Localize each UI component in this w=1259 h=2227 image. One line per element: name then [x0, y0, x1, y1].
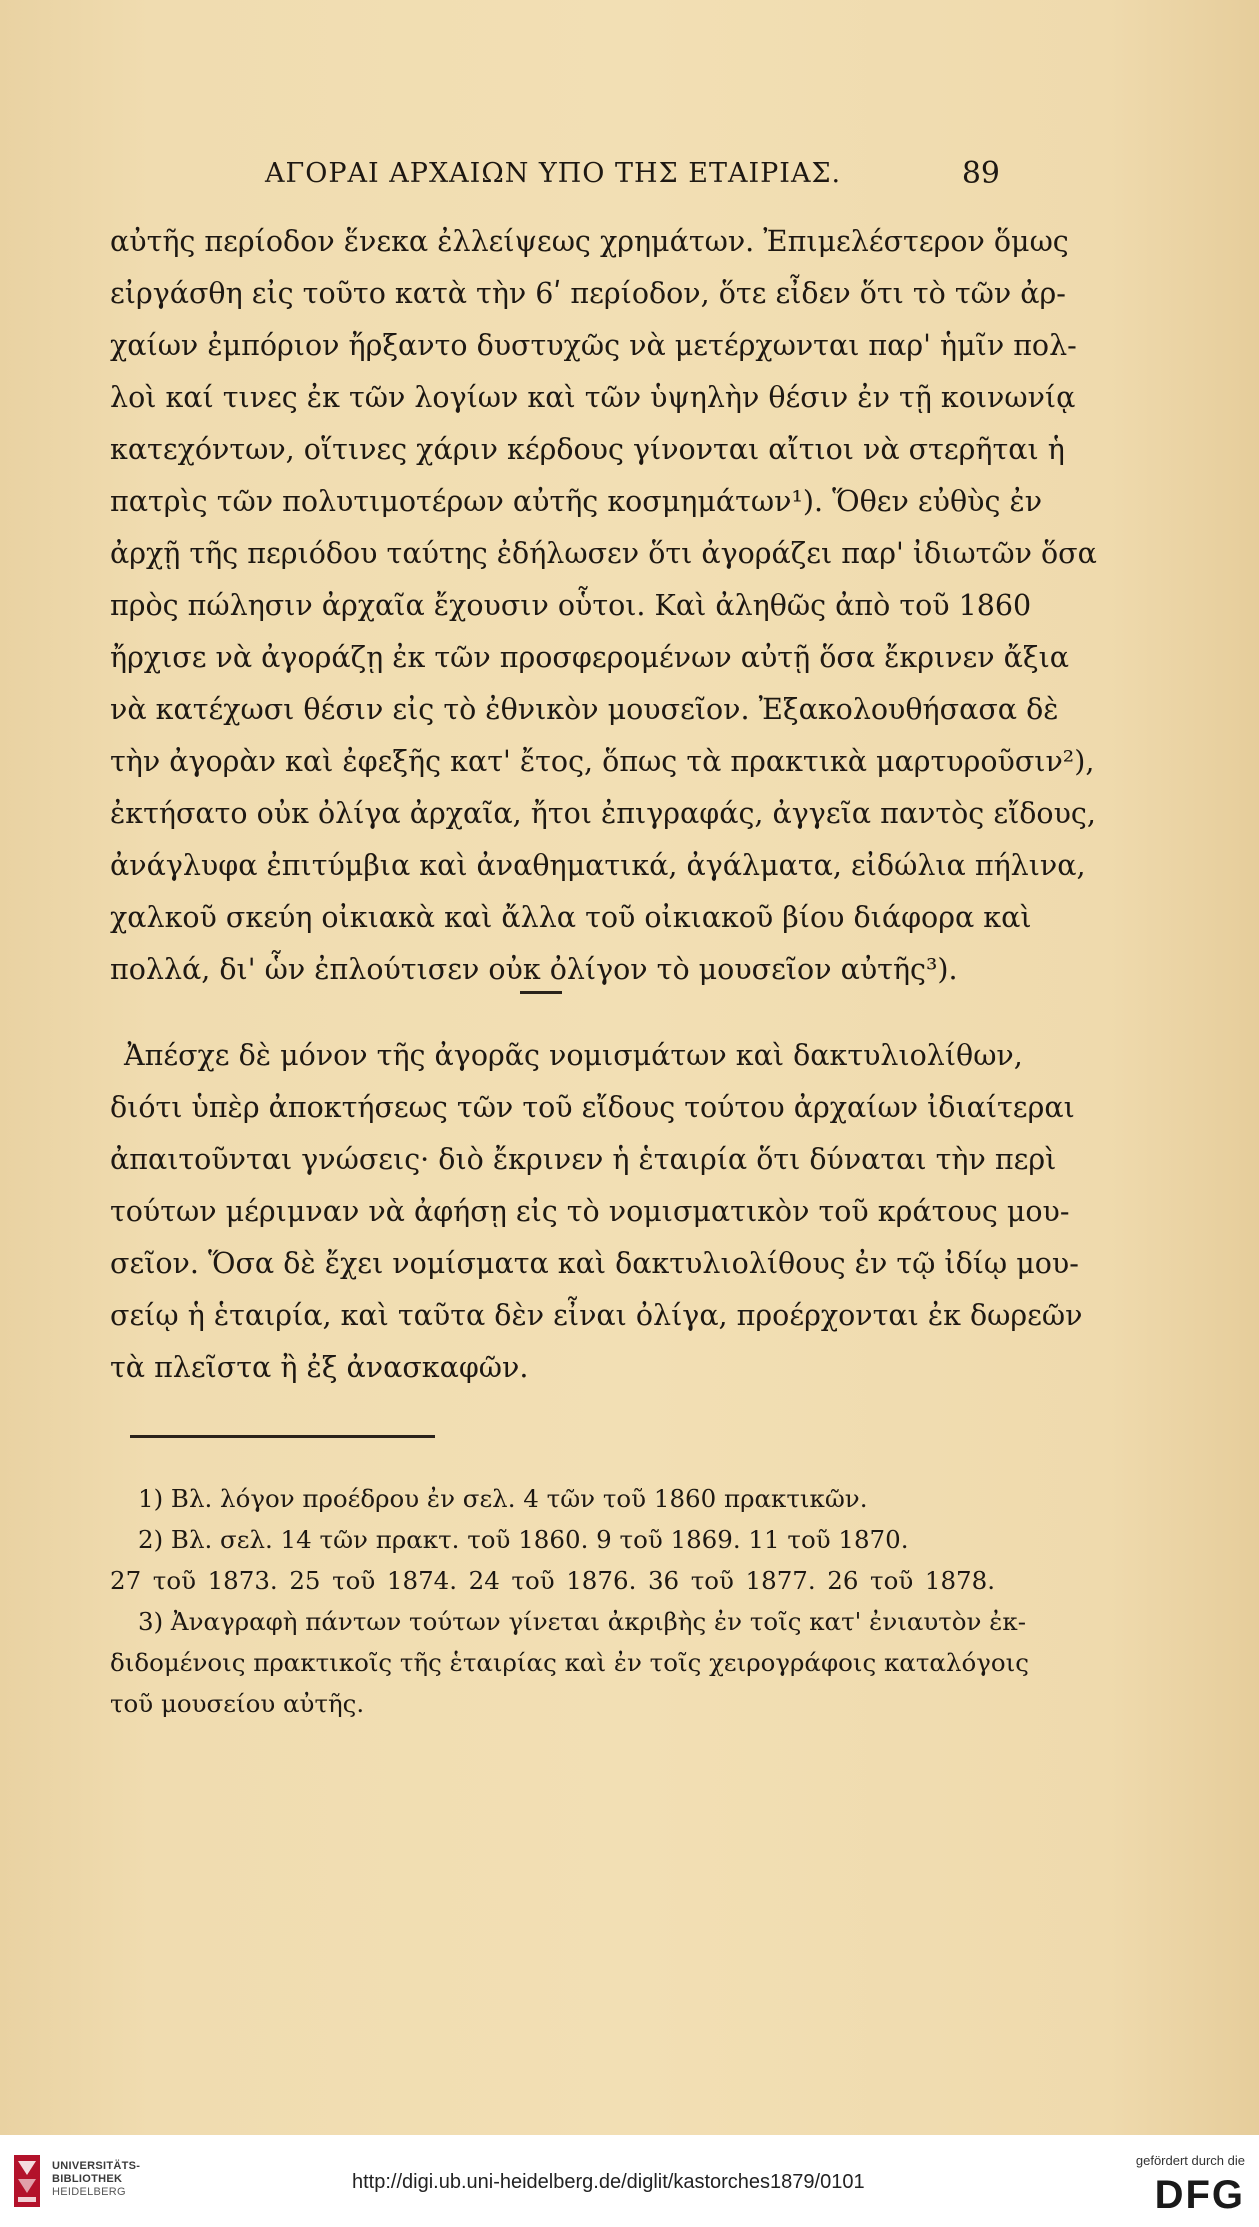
running-title: ΑΓΟΡΑΙ ΑΡΧΑΙΩΝ ΥΠΟ ΤΗΣ ΕΤΑΙΡΙΑΣ.	[265, 158, 842, 189]
text-line: ἀρχῇ τῆς περιόδου ταύτης ἐδήλωσεν ὅτι ἀγοράζει παρ' ἰδιωτῶν ὅσα	[110, 537, 1097, 570]
text-line: ἤρχισε νὰ ἀγοράζῃ ἐκ τῶν προσφερομένων αὐτῇ ὅσα ἔκρινεν ἄξια	[110, 641, 1069, 674]
library-name	[52, 2160, 140, 2199]
library-name-line: UNIVERSITÄTS-	[52, 2160, 141, 2172]
text-line: πατρὶς τῶν πολυτιμοτέρων αὐτῆς κοσμημάτων¹). Ὅθεν εὐθὺς ἐν	[110, 485, 1043, 518]
footnote-divider	[130, 1435, 435, 1438]
library-name-line: HEIDELBERG	[52, 2186, 126, 2198]
text-line: πρὸς πώλησιν ἀρχαῖα ἔχουσιν οὗτοι. Καὶ ἀληθῶς ἀπὸ τοῦ 1860	[110, 589, 1032, 622]
text-line: πολλά, δι' ὧν ἐπλούτισεν οὐκ ὀλίγον τὸ μουσεῖον αὐτῆς³).	[110, 953, 958, 986]
running-head	[110, 158, 1000, 202]
text-line: Ἀπέσχε δὲ μόνον τῆς ἀγορᾶς νομισμάτων καὶ δακτυλιολίθων,	[124, 1039, 1023, 1072]
footnote-3-continued: διδομένοις πρακτικοῖς τῆς ἑταιρίας καὶ ἐν τοῖς χειρογράφοις καταλόγοις	[110, 1648, 1029, 1677]
text-line: λοὶ καί τινες ἐκ τῶν λογίων καὶ τῶν ὑψηλὴν θέσιν ἐν τῇ κοινωνίᾳ	[110, 381, 1076, 414]
funded-by-label: gefördert durch die	[1135, 2153, 1245, 2168]
paragraph-coins	[110, 1030, 1083, 1394]
text-line: χαλκοῦ σκεύη οἰκιακὰ καὶ ἄλλα τοῦ οἰκιακοῦ βίου διάφορα καὶ	[110, 901, 1032, 934]
text-line: τὴν ἀγορὰν καὶ ἐφεξῆς κατ' ἔτος, ὅπως τὰ πρακτικὰ μαρτυροῦσιν²),	[110, 745, 1095, 778]
text-line: κατεχόντων, οἵτινες χάριν κέρδους γίνονται αἴτιοι νὰ στερῆται ἡ	[110, 433, 1065, 466]
text-line: διότι ὑπὲρ ἀποκτήσεως τῶν τοῦ εἴδους τούτου ἀρχαίων ἰδιαίτεραι	[110, 1091, 1075, 1124]
section-divider	[520, 991, 562, 994]
footnote-3-end: τοῦ μουσείου αὐτῆς.	[110, 1689, 365, 1718]
text-line: τούτων μέριμναν νὰ ἀφήσῃ εἰς τὸ νομισματικὸν τοῦ κράτους μου-	[110, 1195, 1070, 1228]
footnotes	[110, 1478, 1029, 1724]
footnote-1: 1) Βλ. λόγον προέδρου ἐν σελ. 4 τῶν τοῦ 1860 πρακτικῶν.	[138, 1484, 868, 1513]
text-line: ἀνάγλυφα ἐπιτύμβια καὶ ἀναθηματικά, ἀγάλματα, εἰδώλια πήλινα,	[110, 849, 1086, 882]
library-name-line: BIBLIOTHEK	[52, 2173, 123, 2185]
text-line: εἰργάσθη εἰς τοῦτο κατὰ τὴν 6ʹ περίοδον, ὅτε εἶδεν ὅτι τὸ τῶν ἀρ-	[110, 277, 1066, 310]
text-line: χαίων ἐμπόριον ἤρξαντο δυστυχῶς νὰ μετέρχωνται παρ' ἡμῖν πολ-	[110, 329, 1077, 362]
paragraph-purchases	[110, 216, 1097, 996]
footnote-3: 3) Ἀναγραφὴ πάντων τούτων γίνεται ἀκριβὴς ἐν τοῖς κατ' ἐνιαυτὸν ἐκ-	[138, 1607, 1026, 1636]
text-line: ἀπαιτοῦνται γνώσεις· διὸ ἔκρινεν ἡ ἑταιρία ὅτι δύναται τὴν περὶ	[110, 1143, 1057, 1176]
footnote-2-continued: 27 τοῦ 1873. 25 τοῦ 1874. 24 τοῦ 1876. 36 τοῦ 1877. 26 τοῦ 1878.	[110, 1566, 995, 1595]
source-url-link[interactable]: http://digi.ub.uni-heidelberg.de/diglit/kastorches1879/0101	[352, 2171, 865, 2193]
text-line: νὰ κατέχωσι θέσιν εἰς τὸ ἐθνικὸν μουσεῖον. Ἐξακολουθήσασα δὲ	[110, 693, 1059, 726]
text-line: τὰ πλεῖστα ἢ ἐξ ἀνασκαφῶν.	[110, 1351, 529, 1384]
text-line: σεῖον. Ὅσα δὲ ἔχει νομίσματα καὶ δακτυλιολίθους ἐν τῷ ἰδίῳ μου-	[110, 1247, 1079, 1280]
library-logo-icon	[14, 2155, 40, 2207]
dfg-logo: DFG	[1154, 2173, 1245, 2217]
text-line: αὐτῆς περίοδον ἕνεκα ἐλλείψεως χρημάτων. Ἐπιμελέστερον ὅμως	[110, 225, 1069, 258]
viewer-footer	[0, 2135, 1259, 2227]
text-line: σείῳ ἡ ἑταιρία, καὶ ταῦτα δὲν εἶναι ὀλίγα, προέρχονται ἐκ δωρεῶν	[110, 1299, 1083, 1332]
text-line: ἐκτήσατο οὐκ ὀλίγα ἀρχαῖα, ἤτοι ἐπιγραφάς, ἀγγεῖα παντὸς εἴδους,	[110, 797, 1096, 830]
footnote-2: 2) Βλ. σελ. 14 τῶν πρακτ. τοῦ 1860. 9 τοῦ 1869. 11 τοῦ 1870.	[138, 1525, 909, 1554]
page-number: 89	[961, 156, 1000, 191]
